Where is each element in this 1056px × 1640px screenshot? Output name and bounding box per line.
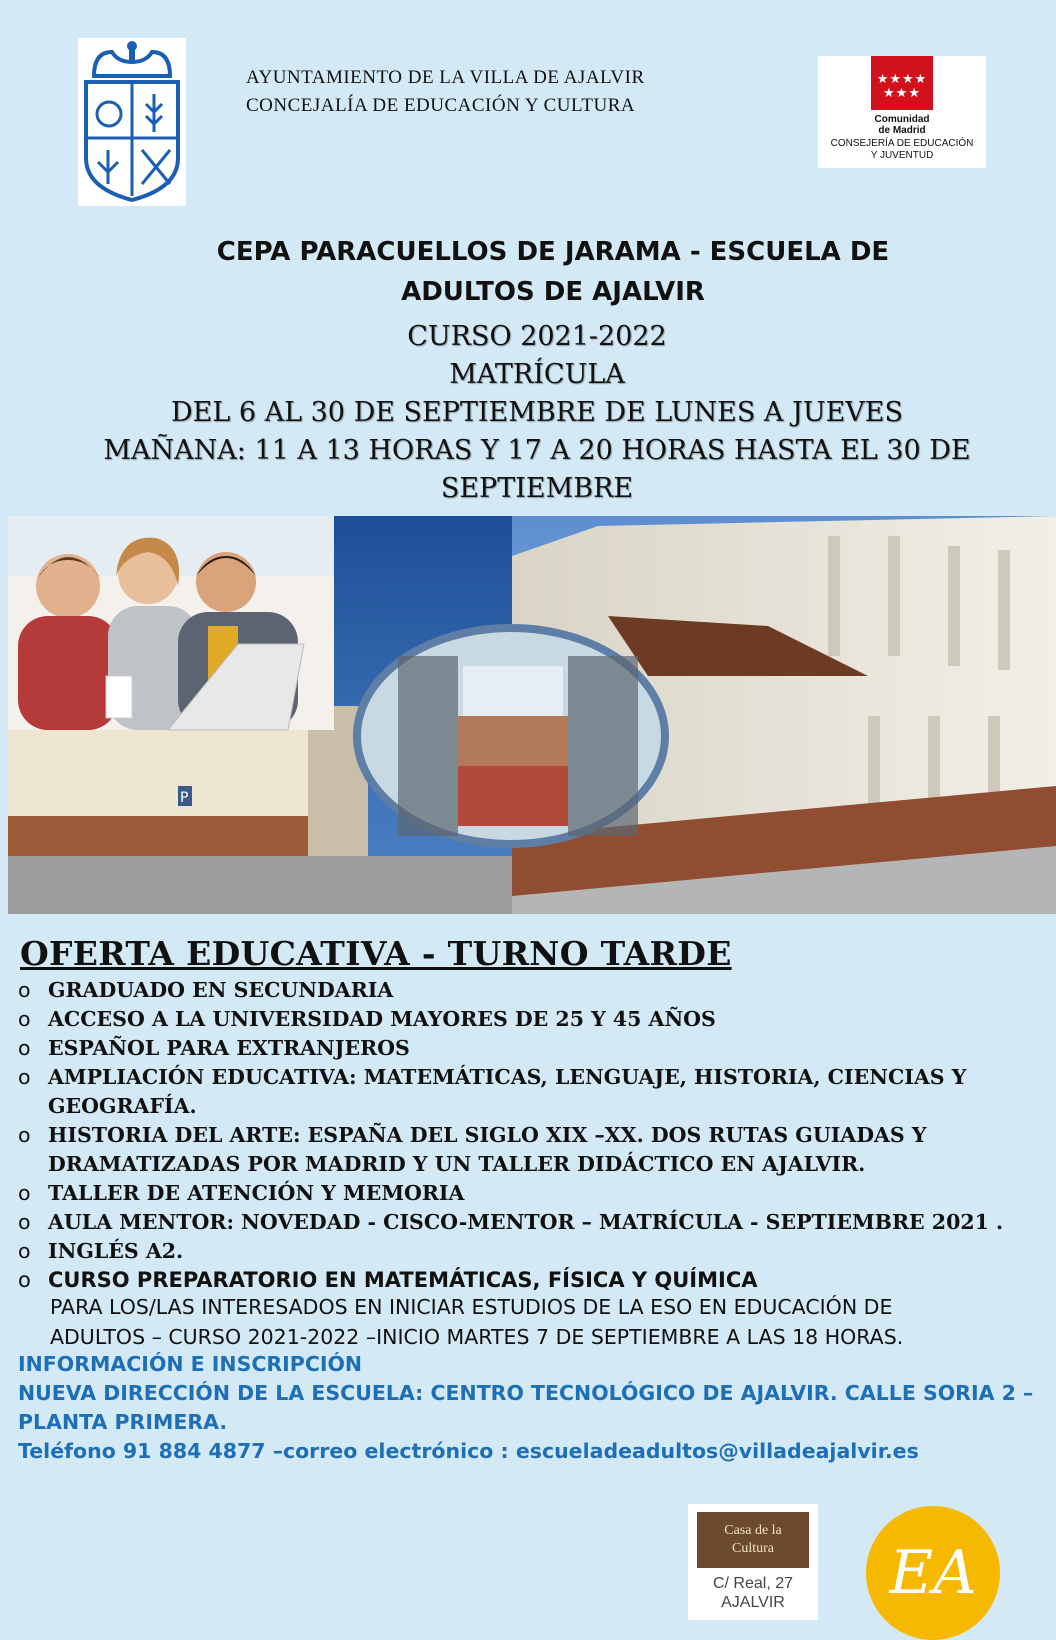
contact-address-line1: NUEVA DIRECCIÓN DE LA ESCUELA: CENTRO TECNOLÓGICO DE AJALVIR. CALLE SORIA 2 – [18,1381,1034,1405]
offer-item-text: TALLER DE ATENCIÓN Y MEMORIA [48,1181,465,1205]
casa-cultura-name-line2: Cultura [732,1541,774,1556]
ea-logo: EA [866,1506,1000,1640]
casa-cultura-address [688,1574,818,1612]
course-year: CURSO 2021-2022 [407,321,667,352]
cam-dept-line2: Y JUVENTUD [870,150,934,161]
casa-cultura-street: C/ Real, 27 [712,1575,794,1592]
list-item [18,1121,1038,1179]
parking-sign: P [180,790,189,806]
contact-info [18,1350,1048,1466]
list-item [18,1266,1038,1295]
cam-name [818,114,986,136]
municipality-header [246,64,645,120]
bullet-icon: o [18,1036,31,1060]
offer-item-text: INGLÉS A2. [48,1239,184,1263]
madrid-flag-icon: ★★★★ ★★★ [871,56,933,110]
offer-list [18,976,1038,1295]
bullet-icon: o [18,1268,31,1292]
offer-item-text: AULA MENTOR: NOVEDAD - CISCO-MENTOR – MATRÍCULA - SEPTIEMBRE 2021 . [48,1210,1004,1234]
list-item [18,1237,1038,1266]
bullet-icon: o [18,1007,31,1031]
offer-item-text: ESPAÑOL PARA EXTRANJEROS [48,1036,410,1060]
bullet-icon: o [18,1065,31,1089]
cam-department [818,138,986,162]
list-item [18,1063,1038,1121]
enrollment-hours-line1: MAÑANA: 11 A 13 HORAS Y 17 A 20 HORAS HASTA EL 30 DE [103,435,971,466]
bullet-icon: o [18,1239,31,1263]
prep-description-line2: ADULTOS – CURSO 2021-2022 –INICIO MARTES 7 DE SEPTIEMBRE A LAS 18 HORAS. [50,1325,904,1349]
offer-item-text: ACCESO A LA UNIVERSIDAD MAYORES DE 25 Y 45 AÑOS [48,1007,716,1031]
school-photo-collage [8,516,1056,914]
casa-cultura-town: AJALVIR [721,1594,785,1611]
contact-heading: INFORMACIÓN E INSCRIPCIÓN [18,1352,363,1376]
bullet-icon: o [18,1123,31,1147]
cam-name-line2: de Madrid [878,125,926,136]
ajalvir-crest-logo [78,38,186,206]
offer-item-text: AMPLIACIÓN EDUCATIVA: MATEMÁTICAS, LENGUAJE, HISTORIA, CIENCIAS Y GEOGRAFÍA. [48,1065,967,1118]
list-item [18,1208,1038,1237]
prep-description-line1: PARA LOS/LAS INTERESADOS EN INICIAR ESTUDIOS DE LA ESO EN EDUCACIÓN DE [50,1295,893,1319]
offer-title: OFERTA EDUCATIVA - TURNO TARDE [20,934,732,973]
casa-cultura-name-line1: Casa de la [724,1523,782,1538]
enrollment-hours-line2: SEPTIEMBRE [440,473,634,504]
enrollment-info [60,318,1014,508]
casa-cultura-logo [688,1504,818,1620]
comunidad-madrid-logo [818,56,986,168]
contact-address-line2: PLANTA PRIMERA. [18,1410,228,1434]
offer-item-text: GRADUADO EN SECUNDARIA [48,978,394,1002]
offer-item-text: HISTORIA DEL ARTE: ESPAÑA DEL SIGLO XIX –XX. DOS RUTAS GUIADAS Y DRAMATIZADAS POR MADRID Y UN TALLER DIDÁCTICO EN AJALVIR. [48,1123,927,1176]
school-title-line1: CEPA PARACUELLOS DE JARAMA - ESCUELA DE [216,237,890,267]
list-item [18,976,1038,1005]
department-name: CONCEJALÍA DE EDUCACIÓN Y CULTURA [246,95,636,116]
contact-phone-email: Teléfono 91 884 4877 –correo electrónico : escueladeadultos@villadeajalvir.es [18,1439,919,1463]
enrollment-dates: DEL 6 AL 30 DE SEPTIEMBRE DE LUNES A JUEVES [170,397,904,428]
list-item [18,1005,1038,1034]
casa-cultura-banner [697,1512,809,1568]
school-title-line2: ADULTOS DE AJALVIR [401,277,705,307]
bullet-icon: o [18,1181,31,1205]
cam-name-line1: Comunidad [874,114,930,125]
list-item [18,1179,1038,1208]
municipality-name: AYUNTAMIENTO DE LA VILLA DE AJALVIR [246,67,645,88]
offer-item-text: CURSO PREPARATORIO EN MATEMÁTICAS, FÍSICA Y QUÍMICA [48,1268,758,1292]
school-title [150,232,956,312]
enrollment-label: MATRÍCULA [449,359,625,390]
bullet-icon: o [18,978,31,1002]
list-item [18,1034,1038,1063]
prep-course-description [50,1292,1040,1352]
bullet-icon: o [18,1210,31,1234]
cam-dept-line1: CONSEJERÍA DE EDUCACIÓN [830,138,974,149]
